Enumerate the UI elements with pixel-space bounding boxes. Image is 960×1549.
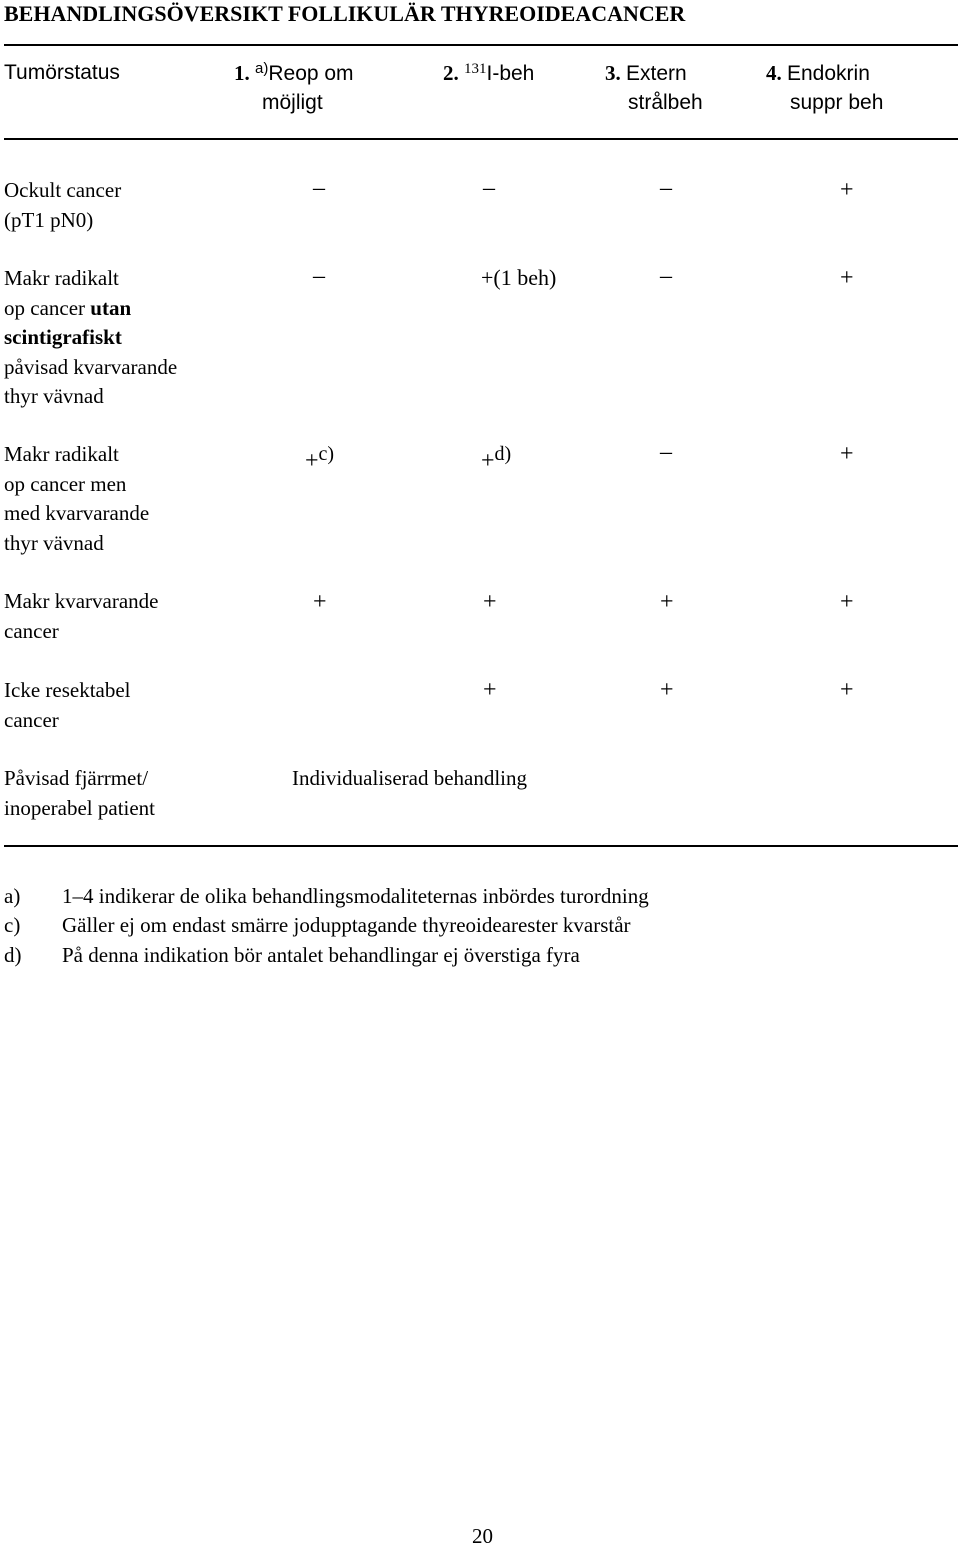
cell-r3-c3: – bbox=[660, 439, 672, 465]
row-label-line: Ockult cancer bbox=[4, 178, 122, 202]
cell-r5-c4: + bbox=[840, 677, 854, 703]
cell-r1-c3: – bbox=[660, 175, 672, 201]
row-label-line: Påvisad fjärrmet/ bbox=[4, 766, 149, 790]
footnote-d bbox=[4, 941, 580, 971]
cell-r4-c4: + bbox=[840, 589, 854, 615]
header-col2-num: 2. bbox=[443, 61, 459, 85]
header-col2-sup: 131 bbox=[464, 61, 487, 77]
row-label-line: thyr vävnad bbox=[4, 530, 104, 555]
row-label-line: cancer bbox=[4, 618, 59, 643]
cell-r2-c4: + bbox=[840, 265, 854, 291]
row-label-line: Icke resektabel bbox=[4, 678, 131, 702]
row-label-fjarrmet bbox=[4, 764, 264, 823]
header-rule bbox=[4, 138, 958, 140]
row-label-bold: scintigrafiskt bbox=[4, 325, 122, 349]
header-col3-line1: Extern bbox=[626, 62, 687, 85]
row-label-line: påvisad kvarvarande bbox=[4, 354, 178, 379]
footnote-key: d) bbox=[4, 943, 22, 967]
cell-r4-c1: + bbox=[313, 589, 327, 615]
header-col1 bbox=[234, 58, 354, 89]
page-number: 20 bbox=[472, 1524, 493, 1548]
cell-r1-c1: – bbox=[313, 175, 325, 201]
cell-r2-c2: +(1 beh) bbox=[481, 265, 557, 290]
row-label-line: Makr kvarvarande bbox=[4, 589, 159, 613]
cell-r5-c3: + bbox=[660, 677, 674, 703]
row-label-line: thyr vävnad bbox=[4, 384, 104, 408]
cell-value: + bbox=[305, 448, 319, 474]
row-label-text: op cancer bbox=[4, 295, 91, 320]
header-col2 bbox=[443, 58, 534, 89]
header-col3-line2: strålbeh bbox=[628, 91, 703, 114]
footnote-c bbox=[4, 911, 631, 941]
footnote-text: 1–4 indikerar de olika behandlingsmodaliteternas inbördes turordning bbox=[62, 884, 649, 908]
row-label-line: cancer bbox=[4, 707, 59, 732]
row-label-line: op cancer men bbox=[4, 471, 127, 496]
footnote-a bbox=[4, 882, 649, 912]
header-col4 bbox=[766, 58, 870, 89]
cell-r1-c2: – bbox=[483, 175, 495, 201]
row-label-icke-resektabel bbox=[4, 676, 264, 735]
cell-r4-c2: + bbox=[483, 589, 497, 615]
row-label-line: inoperabel patient bbox=[4, 795, 156, 820]
row-label-bold: utan bbox=[90, 295, 132, 320]
cell-r1-c4: + bbox=[840, 177, 854, 203]
cell-r2-c1: – bbox=[313, 263, 325, 289]
table-bottom-rule bbox=[4, 845, 958, 847]
row-label-line bbox=[4, 294, 264, 324]
cell-r2-c3: – bbox=[660, 263, 672, 289]
header-col1-line2: möjligt bbox=[262, 91, 323, 114]
cell-r3-c2 bbox=[481, 440, 511, 475]
row-label-line: Makr radikalt bbox=[4, 266, 119, 290]
document-title: BEHANDLINGSÖVERSIKT FOLLIKULÄR THYREOIDEACANCER bbox=[4, 1, 686, 26]
header-col3-num: 3. bbox=[605, 61, 621, 85]
header-col1-num: 1. bbox=[234, 61, 250, 85]
footnote-key: c) bbox=[4, 913, 21, 937]
header-col1-line1: Reop om bbox=[268, 62, 354, 85]
header-col4-line2: suppr beh bbox=[790, 91, 884, 114]
cell-r3-c4: + bbox=[840, 441, 854, 467]
row-label-line bbox=[4, 323, 264, 353]
row-label-line: med kvarvarande bbox=[4, 501, 150, 525]
cell-r4-c3: + bbox=[660, 589, 674, 615]
footnote-text: Gäller ej om endast smärre jodupptagande thyreoidearester kvarstår bbox=[62, 913, 631, 937]
header-col2-line1: I-beh bbox=[486, 62, 535, 85]
header-col4-num: 4. bbox=[766, 61, 782, 85]
row-label-makr-radikalt-med bbox=[4, 440, 264, 558]
header-col4-line1: Endokrin bbox=[787, 62, 870, 85]
row-label-ockult bbox=[4, 176, 264, 235]
header-tumorstatus: Tumörstatus bbox=[4, 61, 120, 84]
row-label-line: (pT1 pN0) bbox=[4, 207, 94, 232]
header-col1-sup: a) bbox=[255, 60, 269, 77]
row-label-line: Makr radikalt bbox=[4, 442, 119, 466]
row-label-makr-kvarvarande bbox=[4, 587, 264, 646]
footnote-ref-c: c) bbox=[318, 443, 335, 465]
header-col3 bbox=[605, 58, 687, 89]
cell-r6-span: Individualiserad behandling bbox=[292, 766, 528, 790]
cell-r3-c1 bbox=[305, 440, 334, 475]
footnote-key: a) bbox=[4, 884, 21, 908]
footnote-text: På denna indikation bör antalet behandlingar ej överstiga fyra bbox=[62, 943, 580, 967]
cell-value: + bbox=[481, 448, 495, 474]
cell-r5-c2: + bbox=[483, 677, 497, 703]
footnote-ref-d: d) bbox=[494, 443, 512, 465]
row-label-makr-radikalt-utan bbox=[4, 264, 264, 412]
title-rule bbox=[4, 44, 958, 46]
